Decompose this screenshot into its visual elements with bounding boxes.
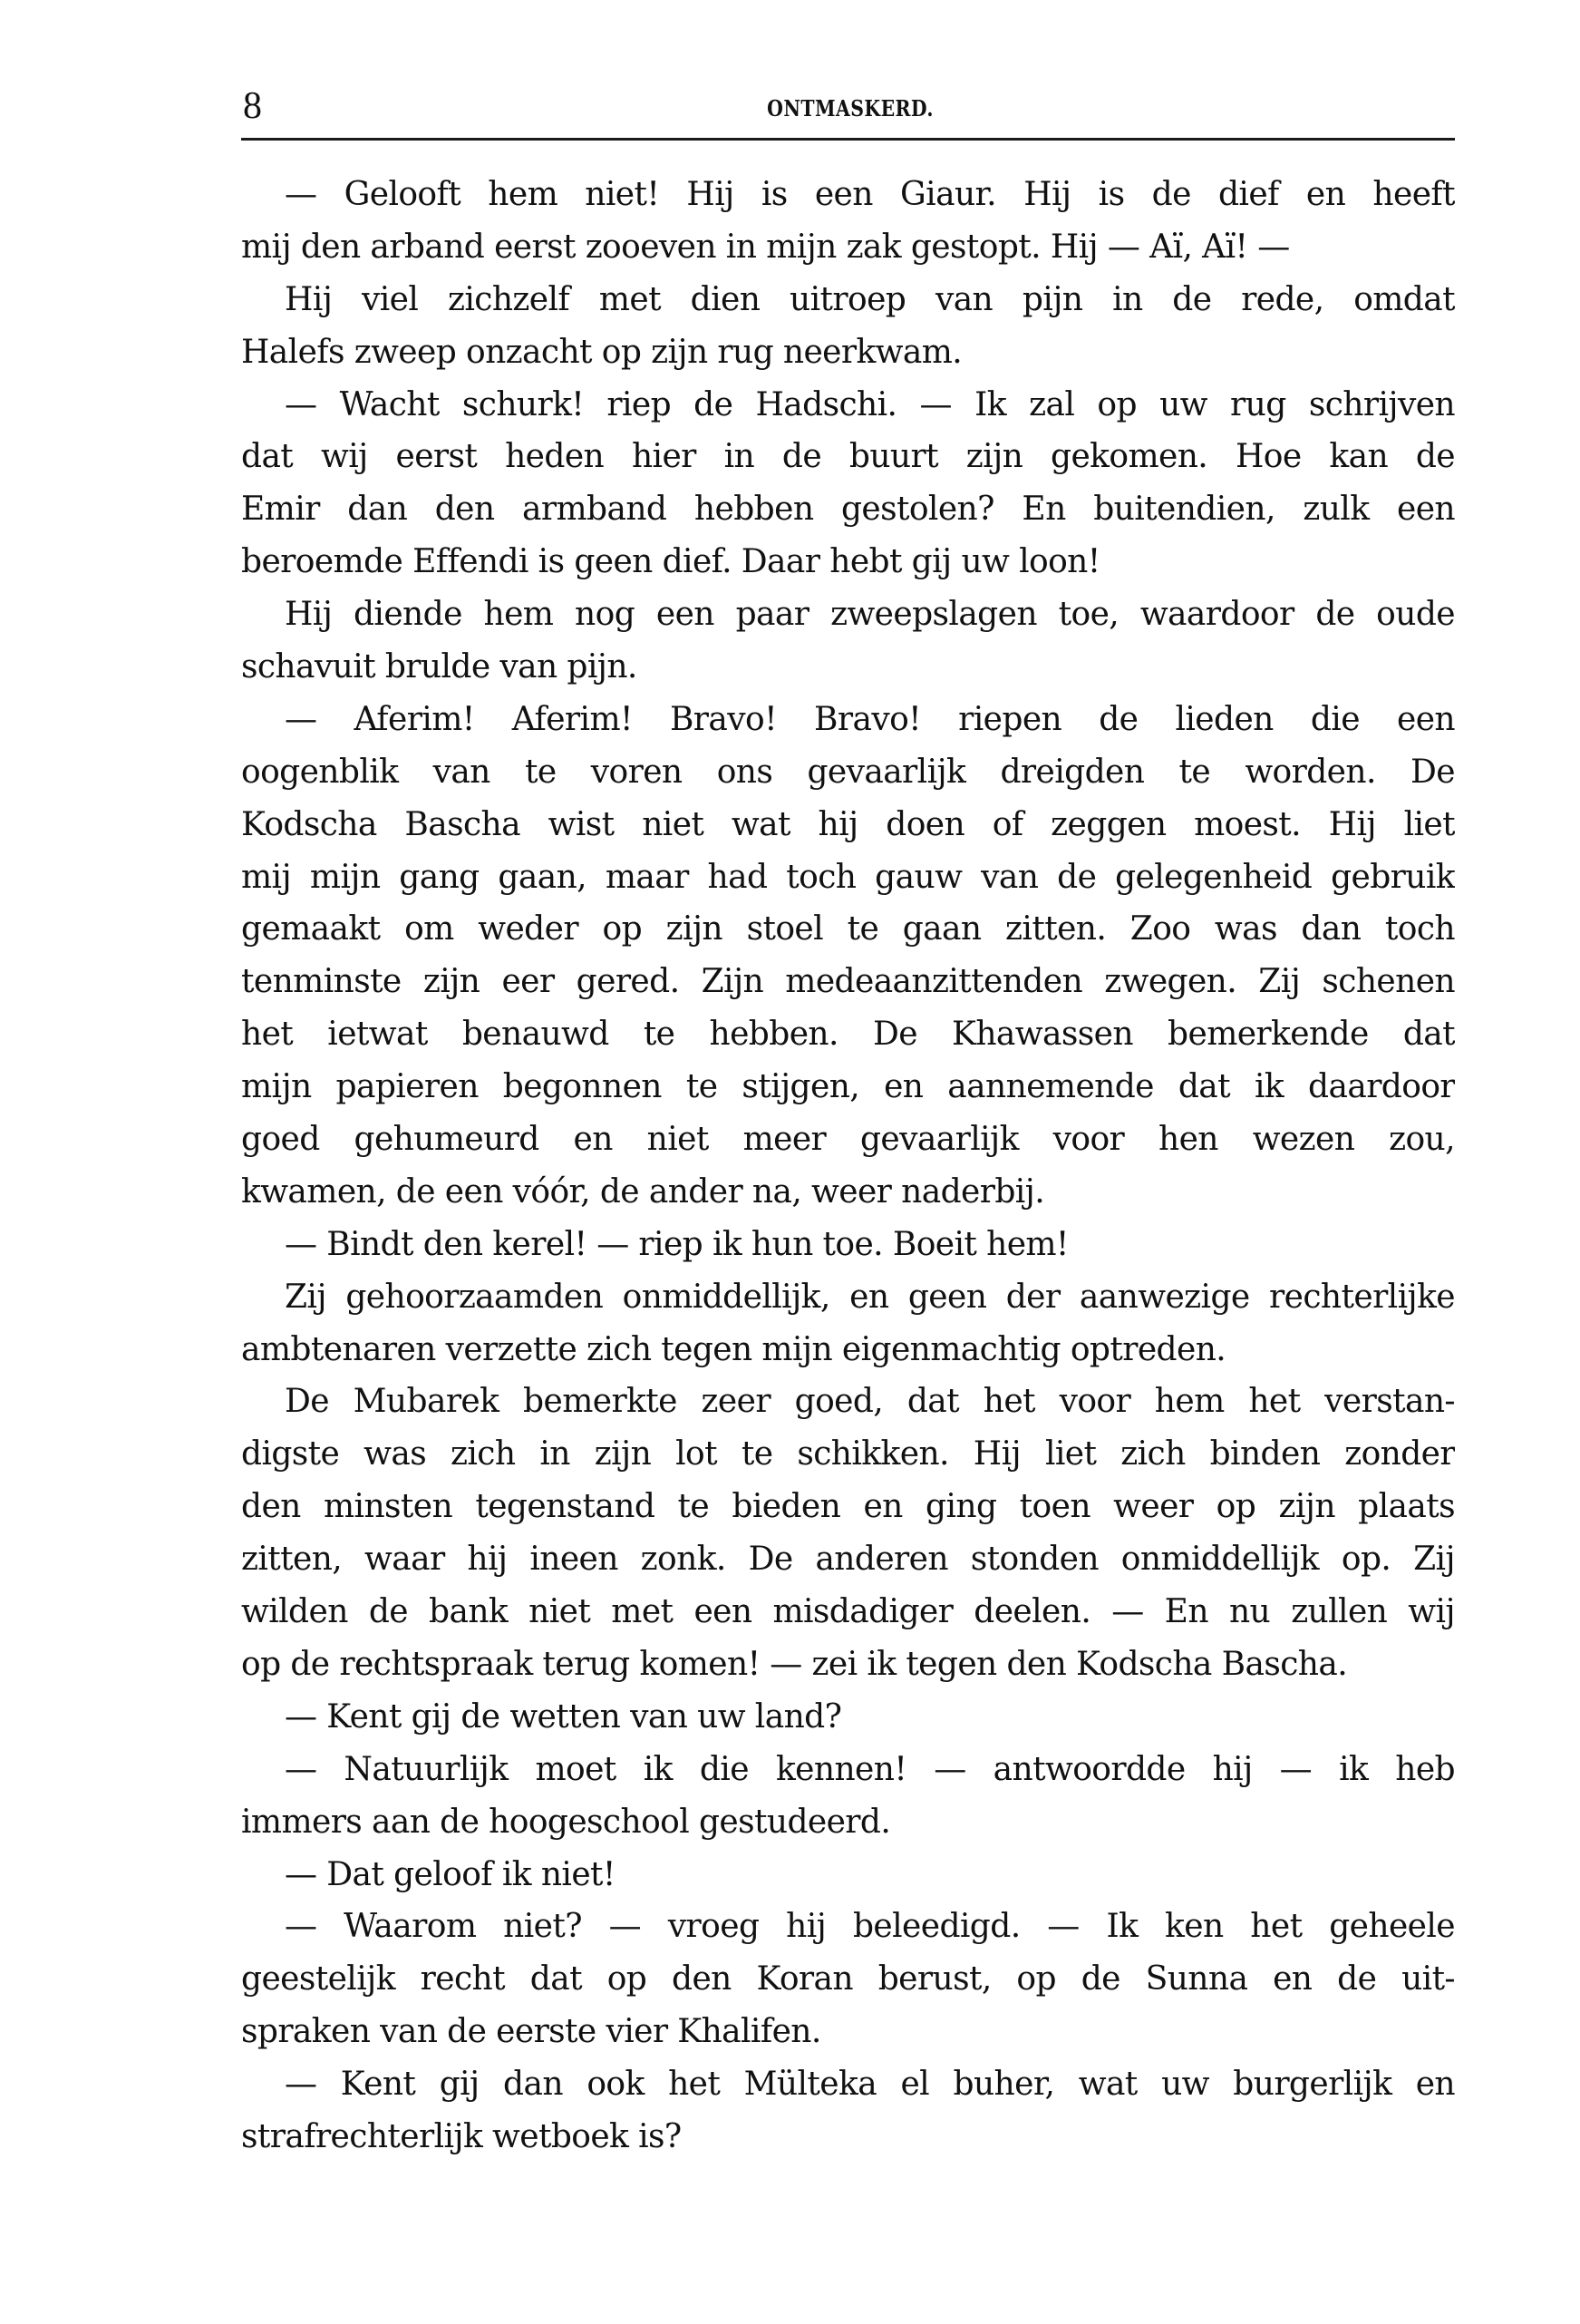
running-title: ONTMASKERD. [767,95,934,122]
running-head [241,83,1455,129]
text-line: De Mubarek bemerkte zeer goed, dat het voor hem het verstan- [285,1383,1455,1421]
paragraph [241,379,1455,589]
text-line: dat wij eerst heden hier in de buurt zijn gekomen. Hoe kan de [241,438,1455,476]
text-line: digste was zich in zijn lot te schikken. Hij liet zich binden zonder [241,1435,1455,1473]
text-line: — Aferim! Aferim! Bravo! Bravo! riepen de lieden die een [285,700,1455,738]
paragraph [241,169,1455,274]
paragraph [241,1219,1455,1271]
text-line: mijn papieren begonnen te stijgen, en aannemende dat ik daardoor [241,1068,1455,1106]
text-line: zitten, waar hij ineen zonk. De anderen stonden onmiddellijk op. Zij [241,1541,1455,1579]
text-line: den minsten tegenstand te bieden en ging toen weer op zijn plaats [241,1488,1455,1526]
paragraph [241,274,1455,379]
text-line: kwamen, de een vóór, de ander na, weer naderbij. [241,1172,1045,1211]
text-line: gemaakt om weder op zijn stoel te gaan zitten. Zoo was dan toch [241,910,1455,948]
text-line: geestelijk recht dat op den Koran berust, op de Sunna en de uit- [241,1960,1455,1998]
text-line: Hij diende hem nog een paar zweepslagen toe, waardoor de oude [285,596,1455,634]
text-line: ambtenaren verzette zich tegen mijn eigenmachtig optreden. [241,1330,1226,1368]
paragraph [241,1271,1455,1376]
text-line: — Bindt den kerel! — riep ik hun toe. Boeit hem! [285,1225,1069,1263]
header-rule [241,138,1455,141]
text-line: oogenblik van te voren ons gevaarlijk dreigden te worden. De [241,753,1455,791]
paragraph [241,1376,1455,1690]
text-line: tenminste zijn eer gered. Zijn medeaanzittenden zwegen. Zij schenen [241,963,1455,1001]
text-line: Hij viel zichzelf met dien uitroep van pijn in de rede, omdat [285,280,1455,318]
text-line: — Waarom niet? — vroeg hij beleedigd. — Ik ken het geheele [285,1908,1455,1946]
text-line: op de rechtspraak terug komen! — zei ik tegen den Kodscha Bascha. [241,1645,1348,1683]
text-line: Halefs zweep onzacht op zijn rug neerkwam. [241,333,963,371]
text-line: spraken van de eerste vier Khalifen. [241,2013,821,2051]
paragraph [241,1691,1455,1744]
text-line: — Kent gij de wetten van uw land? [285,1697,842,1736]
text-line: — Gelooft hem niet! Hij is een Giaur. Hij is de dief en heeft [285,176,1455,213]
text-line: het ietwat benauwd te hebben. De Khawassen bemerkende dat [241,1016,1455,1054]
text-line: schavuit brulde van pijn. [241,648,637,686]
text-line: immers aan de hoogeschool gestudeerd. [241,1803,891,1841]
text-line: Zij gehoorzaamden onmiddellijk, en geen der aanwezige rechterlijke [285,1278,1455,1316]
text-line: Kodscha Bascha wist niet wat hij doen of zeggen moest. Hij liet [241,805,1455,843]
paragraph [241,694,1455,1219]
text-line: Emir dan den armband hebben gestolen? En buitendien, zulk een [241,491,1455,529]
text-line: goed gehumeurd en niet meer gevaarlijk voor hen wezen zou, [241,1121,1455,1159]
paragraph [241,2058,1455,2164]
text-line: — Kent gij dan ook het Mülteka el buher, wat uw burgerlijk en [285,2066,1455,2104]
paragraph [241,1901,1455,2058]
text-line: wilden de bank niet met een misdadiger deelen. — En nu zullen wij [241,1593,1455,1631]
page-number: 8 [243,85,262,127]
text-line: mij mijn gang gaan, maar had toch gauw van de gelegenheid gebruik [241,858,1455,896]
text-line: — Wacht schurk! riep de Hadschi. — Ik zal op uw rug schrijven [285,385,1455,423]
text-line: — Dat geloof ik niet! [285,1855,616,1893]
text-line: mij den arband eerst zooeven in mijn zak gestopt. Hij — Aï, Aï! — [241,228,1290,266]
body-text [241,169,1455,2164]
paragraph [241,1849,1455,1901]
text-line: strafrechterlijk wetboek is? [241,2117,682,2155]
text-line: — Natuurlijk moet ik die kennen! — antwoordde hij — ik heb [285,1750,1455,1788]
text-line: beroemde Effendi is geen dief. Daar hebt gij uw loon! [241,543,1100,581]
paragraph [241,588,1455,694]
paragraph [241,1744,1455,1849]
